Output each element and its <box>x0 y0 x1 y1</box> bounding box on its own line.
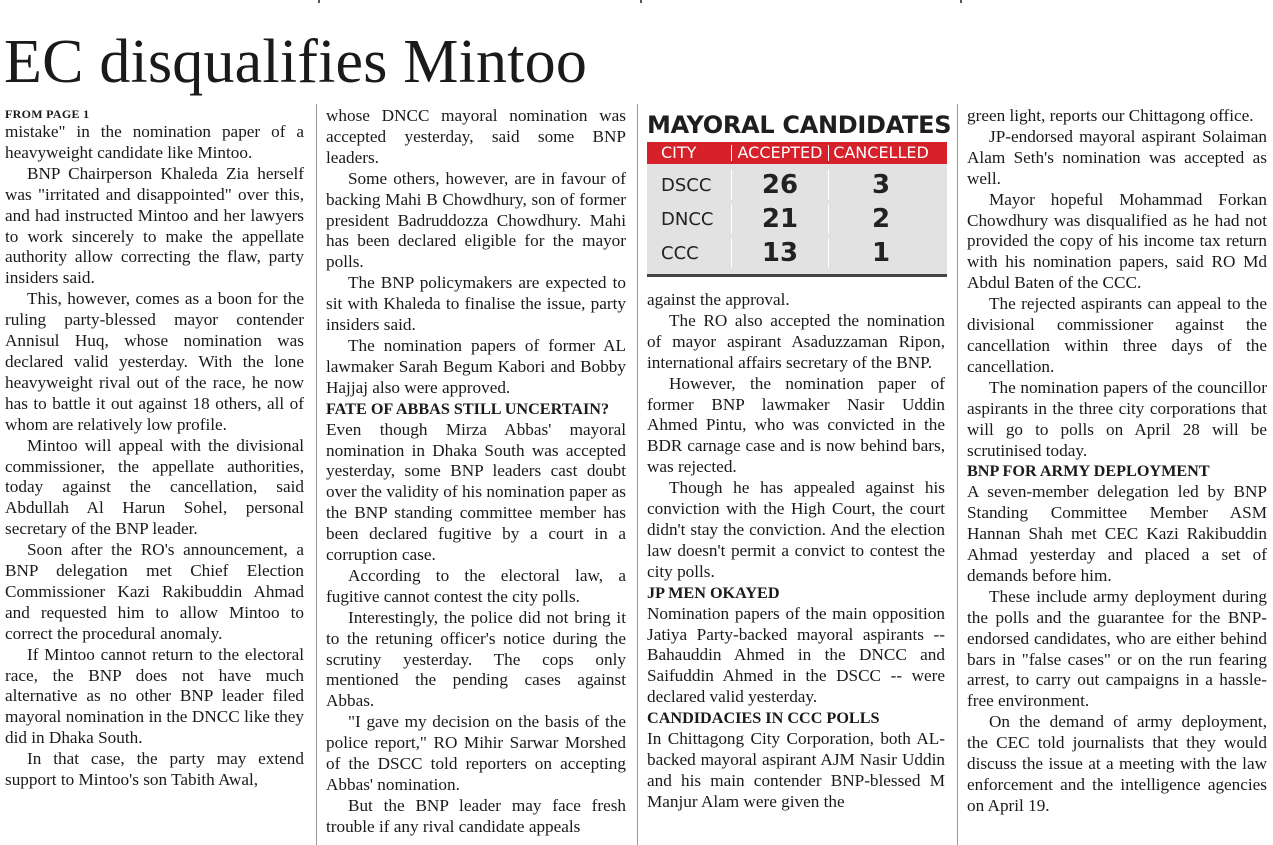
paragraph: BNP Chairperson Khaleda Zia herself was "irritated and disappointed" over this, and had instructed Mintoo and her lawyers to work sincerely to make the appellate authority allow correcting the flaw, party insiders said. <box>5 163 304 288</box>
infobox-row <box>647 236 947 270</box>
infobox-title: MAYORAL CANDIDATES <box>647 111 952 139</box>
accepted-cell: 26 <box>761 170 799 200</box>
subheading: JP MEN OKAYED <box>647 583 780 602</box>
paragraph: green light, reports our Chittagong office. <box>967 106 1254 125</box>
jump-kicker: FROM PAGE 1 <box>5 107 90 121</box>
paragraph: However, the nomination paper of former BNP lawmaker Nasir Uddin Ahmed Pintu, who was convicted in the BDR carnage case and is now behind bars, was rejected. <box>647 373 945 477</box>
paragraph: The nomination papers of the councillor aspirants in the three city corporations that will go to polls on April 28 will be scrutinised today. <box>967 377 1267 460</box>
paragraph: Mintoo will appeal with the divisional commissioner, the appellate authorities, today against the cancellation, said Abdullah Al Harun Sohel, personal secretary of the BNP leader. <box>5 435 304 539</box>
paragraph: In Chittagong City Corporation, both AL-backed mayoral aspirant AJM Nasir Uddin and his main contender BNP-blessed M Manjur Alam were given the <box>647 729 945 811</box>
paragraph: This, however, comes as a boon for the ruling party-blessed mayor contender Annisul Huq, whose nomination was declared valid yesterday. With the lone heavyweight rival out of the race, he now has to battle it out against 18 others, all of whom are relatively low profile. <box>5 289 304 434</box>
paragraph: On the demand of army deployment, the CEC told journalists that they would discuss the issue at a meeting with the law enforcement and the intelligence agencies on April 19. <box>967 712 1267 815</box>
paragraph: The nomination papers of former AL lawmaker Sarah Begum Kabori and Bobby Hajjaj also were approved. <box>326 335 626 397</box>
accepted-cell: 21 <box>761 204 799 234</box>
subheading: CANDIDACIES IN CCC POLLS <box>647 709 880 728</box>
paragraph: Nomination papers of the main opposition Jatiya Party-backed mayoral aspirants -- Bahauddin Ahmed in the DNCC and Saifuddin Ahmed in the DSCC -- were declared valid yesterday. <box>647 603 945 707</box>
cancelled-cell: 3 <box>871 170 891 200</box>
infobox-row <box>647 168 947 202</box>
city-cell: DNCC <box>661 208 714 230</box>
paragraph: According to the electoral law, a fugitive cannot contest the city polls. <box>326 565 626 606</box>
paragraph: In that case, the party may extend support to Mintoo's son Tabith Awal, <box>5 749 304 790</box>
paragraph: Mayor hopeful Mohammad Forkan Chowdhury was disqualified as he had not provided the copy of his income tax return with his nomination papers, said RO Md Abdul Baten of the CCC. <box>967 189 1267 293</box>
header-accepted: ACCEPTED <box>737 143 823 162</box>
column-divider <box>316 104 317 845</box>
column-divider <box>637 104 638 845</box>
header-cancelled: CANCELLED <box>833 143 929 162</box>
paragraph: A seven-member delegation led by BNP Standing Committee Member ASM Hannan Shah met CEC Kazi Rakibuddin Ahmad yesterday and placed a set of demands before him. <box>967 482 1267 585</box>
paragraph: mistake" in the nomination paper of a heavyweight candidate like Mintoo. <box>5 122 304 162</box>
infobox-bottom-rule <box>647 274 947 277</box>
cancelled-cell: 2 <box>871 204 891 234</box>
accepted-cell: 13 <box>761 238 799 268</box>
paragraph: These include army deployment during the polls and the guarantee for the BNP-endorsed candidates, who are either behind bars in "false cases" or on the run fearing arrest, to carry out campaigns in a hassle-free environment. <box>967 586 1267 711</box>
city-cell: CCC <box>661 242 699 264</box>
header-city: CITY <box>661 143 697 162</box>
paragraph: Some others, however, are in favour of backing Mahi B Chowdhury, son of former president Badruddozza Chowdhury. Mahi has been declared eligible for the mayor polls. <box>326 168 626 272</box>
subheading: FATE OF ABBAS STILL UNCERTAIN? <box>326 399 610 418</box>
cancelled-cell: 1 <box>871 238 891 268</box>
paragraph: The BNP policymakers are expected to sit with Khaleda to finalise the issue, party insiders said. <box>326 273 626 335</box>
mayoral-candidates-infobox <box>645 108 952 280</box>
paragraph: Though he has appealed against his conviction with the High Court, the court didn't stay the conviction. And the election law doesn't permit a convict to contest the city polls. <box>647 478 945 581</box>
article-column-4 <box>967 106 1267 845</box>
paragraph: The RO also accepted the nomination of mayor aspirant Asaduzzaman Ripon, international affairs secretary of the BNP. <box>647 310 945 372</box>
paragraph: The rejected aspirants can appeal to the divisional commissioner against the cancellation within three days of the cancellation. <box>967 294 1267 376</box>
column-divider <box>957 104 958 845</box>
article-column-2 <box>326 106 626 845</box>
subheading: BNP FOR ARMY DEPLOYMENT <box>967 462 1210 481</box>
article-column-3 <box>647 290 945 845</box>
top-page-rule <box>0 0 1273 3</box>
paragraph: against the approval. <box>647 290 790 309</box>
paragraph: "I gave my decision on the basis of the police report," RO Mihir Sarwar Morshed of the DSCC told reporters on accepting Abbas' nomination. <box>326 712 626 794</box>
infobox-header-row <box>647 142 947 164</box>
headline: EC disqualifies Mintoo <box>4 28 588 96</box>
infobox-row <box>647 202 947 236</box>
paragraph: Even though Mirza Abbas' mayoral nomination in Dhaka South was accepted yesterday, some BNP leaders cast doubt over the validity of his nomination paper as the BNP standing committee member has been declared fugitive by a court in a corruption case. <box>326 419 626 565</box>
paragraph: Interestingly, the police did not bring it to the retuning officer's notice during the scrutiny yesterday. The cops only mentioned the pending cases against Abbas. <box>326 607 626 711</box>
city-cell: DSCC <box>661 174 712 196</box>
paragraph: JP-endorsed mayoral aspirant Solaiman Alam Seth's nomination was accepted as well. <box>967 126 1267 188</box>
paragraph: But the BNP leader may face fresh trouble if any rival candidate appeals <box>326 795 626 836</box>
infobox-body <box>647 164 947 274</box>
article-column-1 <box>5 106 304 845</box>
paragraph: Soon after the RO's announcement, a BNP delegation met Chief Election Commissioner Kazi Rakibuddin Ahmad and requested him to allow Mintoo to correct the procedural anomaly. <box>5 540 304 643</box>
paragraph: whose DNCC mayoral nomination was accepted yesterday, said some BNP leaders. <box>326 106 626 167</box>
paragraph: If Mintoo cannot return to the electoral race, the BNP does not have much alternative as no other BNP leader filed mayoral nomination in the DNCC like they did in Dhaka South. <box>5 644 304 748</box>
